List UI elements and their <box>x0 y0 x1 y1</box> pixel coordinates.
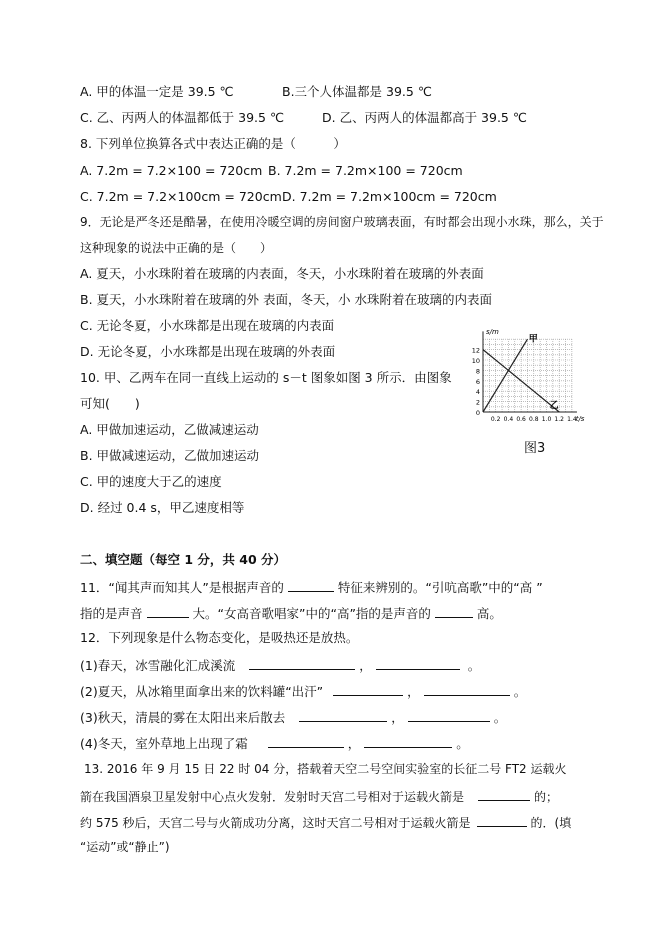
q11-text: 大。“女高音歌唱家”中的“高”指的是声音的 <box>192 606 431 621</box>
answer-blank[interactable] <box>364 733 452 748</box>
q12-item-text: (3)秋天，清晨的雾在太阳出来后散去 <box>80 710 286 725</box>
q7-option-a: A. 甲的体温一定是 39.5 ℃ <box>80 84 234 99</box>
q12-item-1 <box>80 655 480 675</box>
y-tick-label: 12 <box>471 346 480 355</box>
q10-option-a: A. 甲做加速运动，乙做减速运动 <box>80 422 259 437</box>
q8-option-c: C. 7.2m = 7.2×100cm = 720cm <box>80 189 282 204</box>
q13-text: 的．(填 <box>530 816 572 830</box>
x-tick-label: 0.6 <box>516 416 526 423</box>
answer-blank[interactable] <box>424 681 510 696</box>
y-tick-label: 8 <box>475 367 480 376</box>
answer-blank[interactable] <box>333 681 403 696</box>
y-tick-label: 0 <box>475 409 480 417</box>
q7-option-d: D. 乙、丙两人的体温都高于 39.5 ℃ <box>322 110 527 125</box>
answer-blank[interactable] <box>477 812 527 827</box>
answer-blank[interactable] <box>376 655 460 670</box>
q9-option-c: C. 无论冬夏，小水珠都是出现在玻璃的内表面 <box>80 318 335 333</box>
x-tick-label: 0.2 <box>490 416 501 423</box>
answer-blank[interactable] <box>268 733 344 748</box>
q9-option-b: B. 夏天，小水珠附着在玻璃的外 表面，冬天，小 水珠附着在玻璃的内表面 <box>80 292 492 307</box>
q11-text: 特征来辨别的。“引吭高歌”中的“高 ” <box>337 580 543 595</box>
separator: ， <box>391 710 404 725</box>
y-tick-label: 10 <box>471 357 480 365</box>
q8-option-a: A. 7.2m = 7.2×100 = 720cm <box>80 163 263 178</box>
q11-line1 <box>80 577 543 597</box>
q12-item-4 <box>80 733 469 753</box>
answer-blank[interactable] <box>249 655 355 670</box>
q7-option-b: B.三个人体温都是 39.5 ℃ <box>282 84 432 99</box>
x-tick-label: 1.0 <box>541 416 552 423</box>
q11-line2 <box>80 603 502 623</box>
q9-stem-line1: 9．无论是严冬还是酷暑，在使用冷暖空调的房间窗户玻璃表面，有时都会出现小水珠，那么，关于 <box>80 215 604 229</box>
period: 。 <box>456 736 469 751</box>
q12-item-text: (4)冬天，室外草地上出现了霜 <box>80 736 248 751</box>
y-tick-label: 2 <box>475 398 480 407</box>
q11-text: 高。 <box>476 606 502 621</box>
q11-text: 11．“闻其声而知其人”是根据声音的 <box>80 580 284 595</box>
x-tick-label: 0.4 <box>503 416 514 423</box>
answer-blank[interactable] <box>478 786 530 801</box>
q13-line3 <box>80 812 571 832</box>
separator: ， <box>359 658 372 673</box>
answer-blank[interactable] <box>147 603 189 618</box>
q13-line4: “运动”或“静止”) <box>80 840 170 854</box>
y-axis-label: s/m <box>486 328 499 336</box>
q12-item-text: (1)春天，冰雪融化汇成溪流 <box>80 658 236 673</box>
q8-option-d: D. 7.2m = 7.2m×100cm = 720cm <box>282 189 497 204</box>
q10-option-b: B. 甲做减速运动，乙做加速运动 <box>80 448 260 463</box>
answer-blank[interactable] <box>435 603 473 618</box>
q9-stem-line2: 这种现象的说法中正确的是（ ） <box>80 241 273 255</box>
q13-line2 <box>80 786 558 806</box>
q12-item-3 <box>80 707 506 727</box>
series-label: 乙 <box>549 401 559 411</box>
y-tick-label: 4 <box>475 388 480 397</box>
separator: ， <box>407 684 420 699</box>
answer-blank[interactable] <box>288 577 334 592</box>
separator: ， <box>347 736 361 751</box>
q10-option-d: D. 经过 0.4 s，甲乙速度相等 <box>80 500 245 515</box>
q9-option-a: A. 夏天，小水珠附着在玻璃的内表面，冬天，小水珠附着在玻璃的外表面 <box>80 266 484 281</box>
figure-caption: 图3 <box>524 441 546 456</box>
q11-text: 指的是声音 <box>80 606 143 621</box>
q10-stem-line2: 可知( ) <box>80 396 140 411</box>
q13-text: 约 575 秒后，天宫二号与火箭成功分离，这时天宫二号相对于运载火箭是 <box>80 816 471 830</box>
q10-stem-line1: 10. 甲、乙两车在同一直线上运动的 s－t 图象如图 3 所示．由图象 <box>80 370 452 385</box>
section2-title: 二、填空题（每空 1 分，共 40 分） <box>80 552 287 567</box>
q12-stem: 12．下列现象是什么物态变化，是吸热还是放热。 <box>80 630 359 645</box>
answer-blank[interactable] <box>299 707 387 722</box>
q9-option-d: D. 无论冬夏，小水珠都是出现在玻璃的外表面 <box>80 344 336 359</box>
q8-option-b: B. 7.2m = 7.2m×100 = 720cm <box>268 163 463 178</box>
q13-text: 箭在我国酒泉卫星发射中心点火发射．发射时天宫二号相对于运载火箭是 <box>80 790 465 804</box>
period: 。 <box>467 658 481 673</box>
st-graph-figure <box>462 310 602 430</box>
period: 。 <box>513 684 527 699</box>
q10-option-c: C. 甲的速度大于乙的速度 <box>80 474 222 489</box>
period: 。 <box>493 710 507 725</box>
q13-text: 的； <box>534 790 559 804</box>
x-tick-label: 1.2 <box>554 416 564 423</box>
q12-item-text: (2)夏天，从冰箱里面拿出来的饮料罐“出汗” <box>80 684 324 699</box>
q8-stem: 8. 下列单位换算各式中表达正确的是（ ） <box>80 136 346 151</box>
q12-item-2 <box>80 681 526 701</box>
series-label: 甲 <box>528 334 538 345</box>
y-tick-label: 6 <box>475 377 480 386</box>
q7-option-c: C. 乙、丙两人的体温都低于 39.5 ℃ <box>80 110 284 125</box>
x-tick-label: 1.4 <box>567 416 577 423</box>
x-axis-label: t/s <box>575 415 585 423</box>
q13-line1: 13. 2016 年 9 月 15 日 22 时 04 分，搭载着天空二号空间实验室的长征二号 FT2 运载火 <box>84 762 567 776</box>
x-tick-label: 0.8 <box>529 416 539 423</box>
answer-blank[interactable] <box>408 707 490 722</box>
